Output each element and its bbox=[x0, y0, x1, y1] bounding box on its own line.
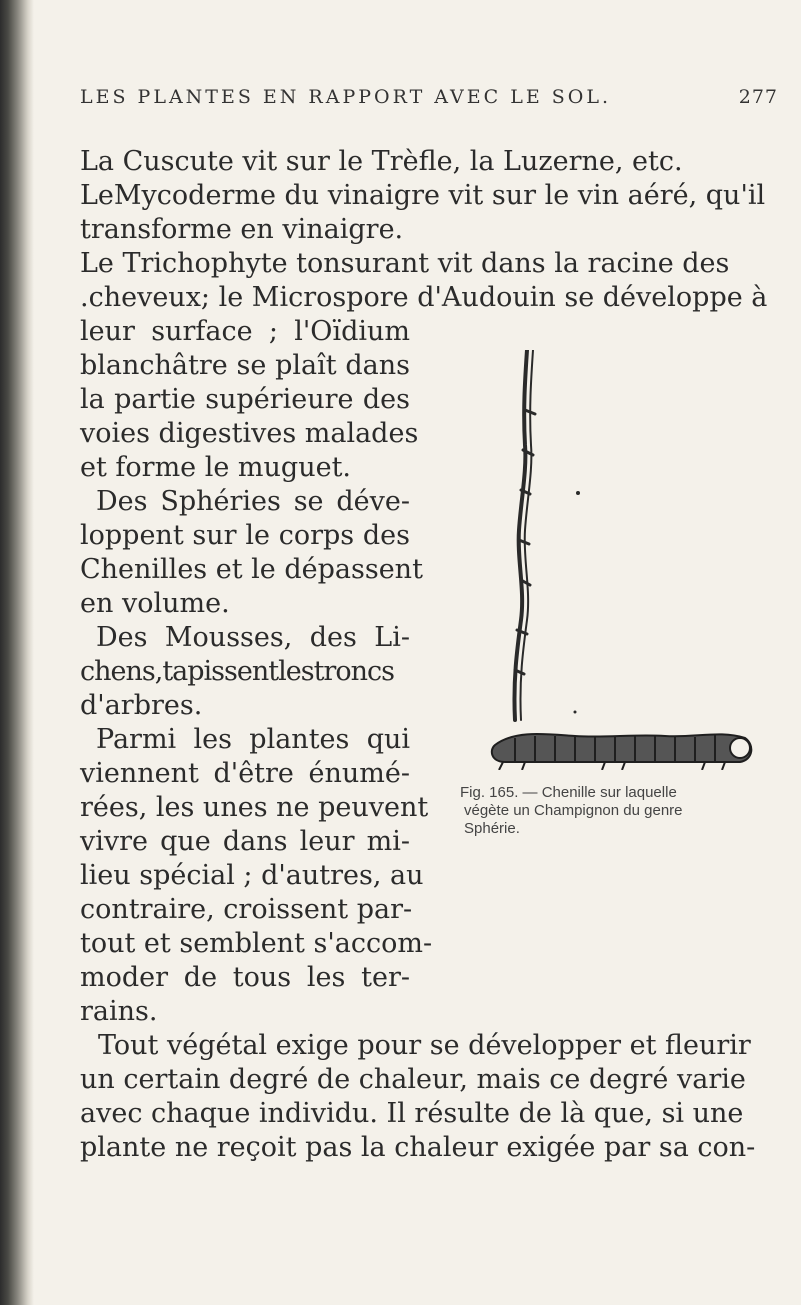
column-line: loppent sur le corps des bbox=[80, 520, 410, 551]
column-line: Des Sphéries se déve- bbox=[96, 486, 410, 517]
text-line: Le Trichophyte tonsurant vit dans la racine des bbox=[80, 248, 730, 279]
column-line: rains. bbox=[80, 996, 158, 1027]
text-line: .cheveux; le Microspore d'Audouin se développe à bbox=[80, 282, 768, 313]
text-line: plante ne reçoit pas la chaleur exigée par sa con- bbox=[80, 1132, 756, 1163]
text-line: avec chaque individu. Il résulte de là que, si une bbox=[80, 1098, 744, 1129]
text-line: transforme en vinaigre. bbox=[80, 214, 404, 245]
column-line: Chenilles et le dépassent bbox=[80, 554, 423, 585]
column-line: viennent d'être énumé- bbox=[80, 758, 410, 789]
book-page bbox=[60, 0, 780, 1305]
column-line: tout et semblent s'accom- bbox=[80, 928, 433, 959]
figure-caption bbox=[460, 784, 760, 838]
column-line: blanchâtre se plaît dans bbox=[80, 350, 410, 381]
column-line: moder de tous les ter- bbox=[80, 962, 410, 993]
caterpillar-fungus-illustration bbox=[455, 350, 760, 770]
text-line: Tout végétal exige pour se développer et fleurir bbox=[98, 1030, 751, 1061]
column-line: en volume. bbox=[80, 588, 230, 619]
text-line: un certain degré de chaleur, mais ce degré varie bbox=[80, 1064, 746, 1095]
caption-line: Fig. 165. — Chenille sur laquelle bbox=[460, 784, 677, 801]
caption-line: Sphérie. bbox=[464, 820, 520, 837]
column-line: Des Mousses, des Li- bbox=[96, 622, 410, 653]
text-line: La Cuscute vit sur le Trèfle, la Luzerne, etc. bbox=[80, 146, 683, 177]
text-line: LeMycoderme du vinaigre vit sur le vin aéré, qu'il bbox=[80, 180, 766, 211]
column-line: contraire, croissent par- bbox=[80, 894, 413, 925]
speck bbox=[574, 711, 577, 714]
column-line: Parmi les plantes qui bbox=[96, 724, 410, 755]
column-line: vivre que dans leur mi- bbox=[80, 826, 410, 857]
caption-line: végète un Champignon du genre bbox=[464, 802, 683, 819]
column-line: leur surface ; l'Oïdium bbox=[80, 316, 410, 347]
page-number: 277 bbox=[738, 86, 778, 108]
speck bbox=[576, 491, 580, 495]
column-line: lieu spécial ; d'autres, au bbox=[80, 860, 424, 891]
column-line: rées, les unes ne peuvent bbox=[80, 792, 429, 823]
column-line: voies digestives malades bbox=[80, 418, 419, 449]
column-line: et forme le muguet. bbox=[80, 452, 352, 483]
running-head-title: LES PLANTES EN RAPPORT AVEC LE SOL. bbox=[80, 86, 611, 108]
column-line: chens,tapissentlestroncs bbox=[80, 656, 394, 687]
column-line: la partie supérieure des bbox=[80, 384, 410, 415]
book-gutter-shadow bbox=[0, 0, 34, 1305]
running-head bbox=[80, 86, 778, 116]
column-line: d'arbres. bbox=[80, 690, 203, 721]
